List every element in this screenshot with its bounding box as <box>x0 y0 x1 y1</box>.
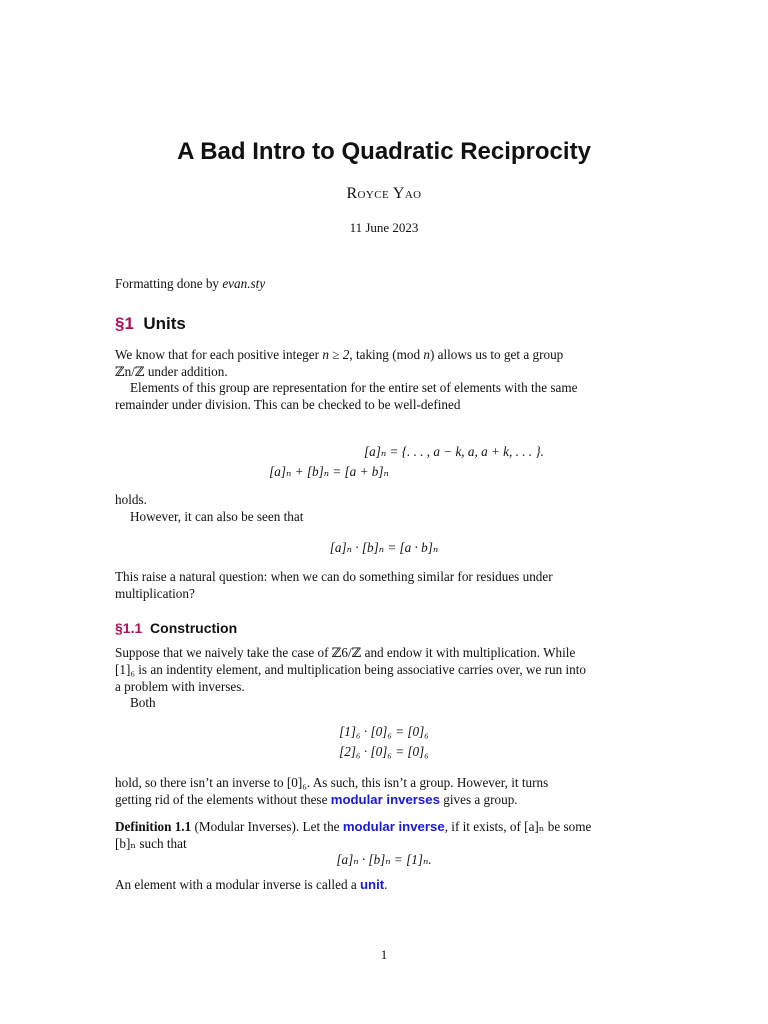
question-paragraph: This raise a natural question: when we can do something similar for residues under multiplication? <box>115 569 553 601</box>
section-1-paragraph-1: We know that for each positive integer n ≥ 2, taking (mod n) allows us to get a group ℤn/ℤ under addition. <box>115 347 564 379</box>
equation-inverse: [a]ₙ · [b]ₙ = [1]ₙ. <box>336 852 432 867</box>
equation-multiplication: [a]ₙ · [b]ₙ = [a · b]ₙ <box>329 540 439 555</box>
section-1-heading <box>115 314 186 334</box>
construction-paragraph: Suppose that we naively take the case of ℤ6/ℤ and endow it with multiplication. While [1]₆ is an indentity element, and multiplication being associative carries over, we run into a problem with inverses. Both <box>115 645 586 711</box>
style-file-name: evan.sty <box>222 276 266 291</box>
equation-one-times-zero: [1]₆ · [0]₆ = [0]₆ <box>339 724 429 739</box>
modular-inverse-term: modular inverse <box>342 819 445 834</box>
page-number: 1 <box>380 947 388 962</box>
equation-two-times-zero: [2]₆ · [0]₆ = [0]₆ <box>339 744 429 759</box>
author-name: Royce Yao <box>346 185 422 202</box>
equation-residue-class: [a]ₙ = {. . . , a − k, a, a + k, . . . }. <box>364 444 544 459</box>
unit-term: unit <box>360 877 385 892</box>
subsection-1-1-heading <box>115 620 237 636</box>
unit-definition-line: An element with a modular inverse is called a unit. <box>115 877 388 892</box>
equation-addition: [a]ₙ + [b]ₙ = [a + b]ₙ <box>269 464 389 479</box>
hold-paragraph: hold, so there isn’t an inverse to [0]₆. As such, this isn’t a group. However, it turns getting rid of the elements without these modular inverses gives a group. <box>115 775 549 807</box>
holds-text: holds. <box>115 492 147 507</box>
definition-1-1: Definition 1.1 (Modular Inverses). Let the modular inverse, if it exists, of [a]ₙ be some [b]ₙ such that <box>115 819 592 851</box>
section-1-paragraph-2: Elements of this group are representation for the entire set of elements with the same remainder under division. This can be checked to be well-defined <box>115 380 578 412</box>
paper-title: A Bad Intro to Quadratic Reciprocity <box>177 138 591 165</box>
subsection-title: Construction <box>150 620 238 636</box>
section-title: Units <box>143 314 186 333</box>
section-number: §1 <box>115 314 134 333</box>
however-text: However, it can also be seen that <box>130 509 304 524</box>
modular-inverses-term: modular inverses <box>330 791 440 807</box>
formatting-note: Formatting done by evan.sty <box>115 276 266 291</box>
subsection-number: §1.1 <box>115 620 143 636</box>
paper-date: 11 June 2023 <box>349 220 419 235</box>
definition-label: Definition 1.1 <box>115 819 192 834</box>
